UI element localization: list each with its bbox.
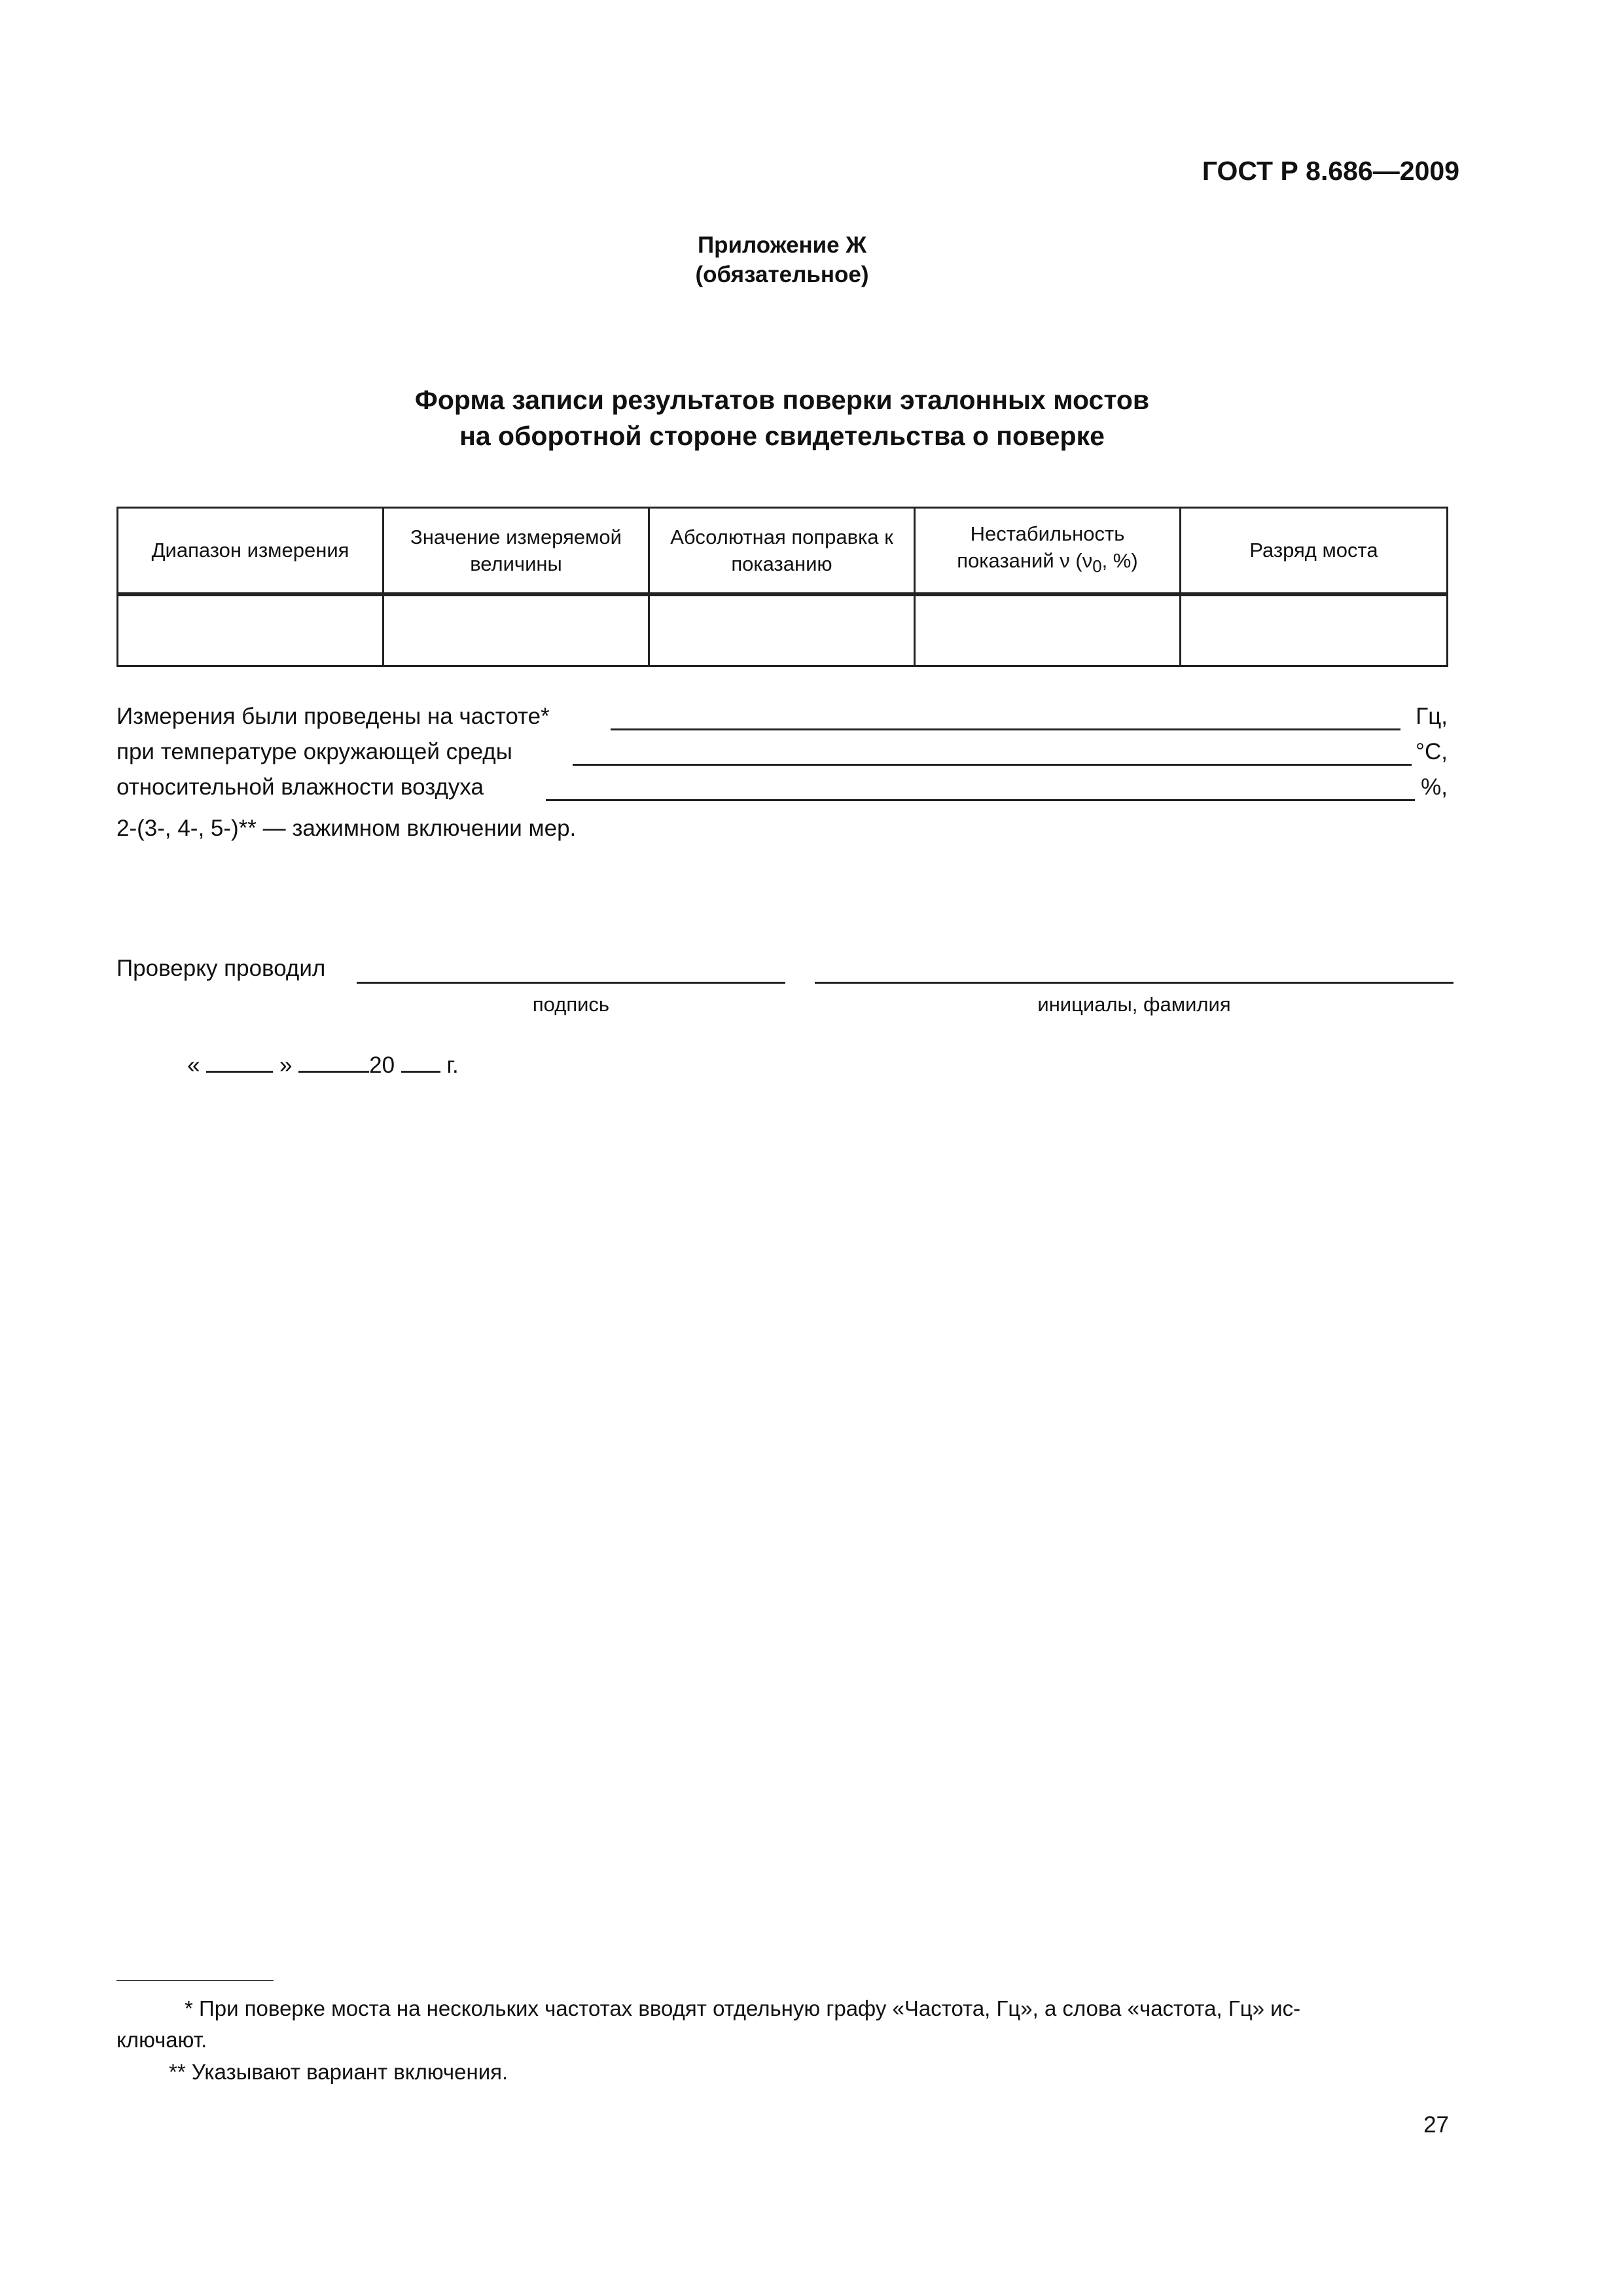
- header-label: Нестабильность: [970, 522, 1125, 545]
- frequency-unit: Гц,: [1416, 704, 1448, 729]
- footnote-2: ** Указывают вариант включения.: [169, 2060, 508, 2084]
- date-year-suffix: г.: [446, 1052, 459, 1078]
- header-label: показанию: [731, 552, 832, 575]
- header-label: Абсолютная поправка к: [670, 525, 893, 548]
- header-label: , %): [1101, 548, 1138, 572]
- temperature-label: при температуре окружающей среды: [116, 739, 512, 764]
- header-measurement-range: [118, 508, 383, 594]
- header-label: показаний ν (ν: [957, 548, 1093, 572]
- cell-measured-value[interactable]: [383, 594, 649, 666]
- humidity-row: [116, 774, 1448, 806]
- name-caption: инициалы, фамилия: [1037, 993, 1231, 1016]
- date-open-quote: «: [187, 1052, 200, 1078]
- cell-absolute-correction[interactable]: [649, 594, 915, 666]
- frequency-field[interactable]: [611, 728, 1400, 730]
- connection-note: 2-(3-, 4-, 5-)** — зажимном включении мер.: [116, 816, 577, 841]
- date-year-field[interactable]: [401, 1050, 440, 1073]
- frequency-label: Измерения были проведены на частоте*: [116, 704, 550, 729]
- standard-code: ГОСТ Р 8.686—2009: [1202, 156, 1459, 186]
- footnote-1: * При поверке моста на нескольких частотах вводят отдельную графу «Частота, Гц», а слова «частота, Гц» ис-: [185, 1996, 1301, 2020]
- table-row: [118, 594, 1448, 666]
- header-absolute-correction: [649, 508, 915, 594]
- cell-instability[interactable]: [915, 594, 1181, 666]
- humidity-field[interactable]: [546, 799, 1415, 801]
- appendix-title: Приложение Ж: [697, 232, 867, 258]
- humidity-label: относительной влажности воздуха: [116, 774, 484, 800]
- cell-measurement-range[interactable]: [118, 594, 383, 666]
- temperature-row: [116, 739, 1448, 770]
- frequency-row: [116, 704, 1448, 735]
- checked-by-label: Проверку проводил: [116, 956, 326, 981]
- form-title-line1: Форма записи результатов поверки эталонных мостов: [414, 385, 1150, 415]
- date-century: 20: [369, 1052, 395, 1078]
- date-close-quote: »: [279, 1052, 293, 1078]
- signature-field[interactable]: [357, 982, 785, 984]
- date-day-field[interactable]: [206, 1050, 273, 1073]
- temperature-unit: °С,: [1416, 739, 1448, 764]
- header-label: Диапазон измерения: [151, 539, 349, 562]
- date-month-field[interactable]: [298, 1050, 369, 1073]
- humidity-unit: %,: [1421, 774, 1448, 800]
- header-subscript: 0: [1092, 557, 1102, 576]
- appendix-status: (обязательное): [695, 262, 869, 287]
- header-measured-value: [383, 508, 649, 594]
- table-header-row: [118, 508, 1448, 594]
- cell-bridge-class[interactable]: [1181, 594, 1448, 666]
- footnote-separator: [116, 1980, 274, 1981]
- name-field[interactable]: [815, 982, 1454, 984]
- footnote-1-continued: ключают.: [116, 2028, 207, 2052]
- signature-caption: подпись: [532, 993, 610, 1016]
- temperature-field[interactable]: [573, 764, 1412, 766]
- header-label: Разряд моста: [1249, 539, 1378, 562]
- header-bridge-class: [1181, 508, 1448, 594]
- date-line: [187, 1050, 459, 1079]
- page-number: 27: [1423, 2112, 1449, 2138]
- results-table: [116, 507, 1448, 667]
- form-title-line2: на оборотной стороне свидетельства о поверке: [459, 421, 1105, 451]
- header-instability: [915, 508, 1181, 594]
- header-label: Значение измеряемой: [410, 525, 622, 548]
- header-label: величины: [470, 552, 562, 575]
